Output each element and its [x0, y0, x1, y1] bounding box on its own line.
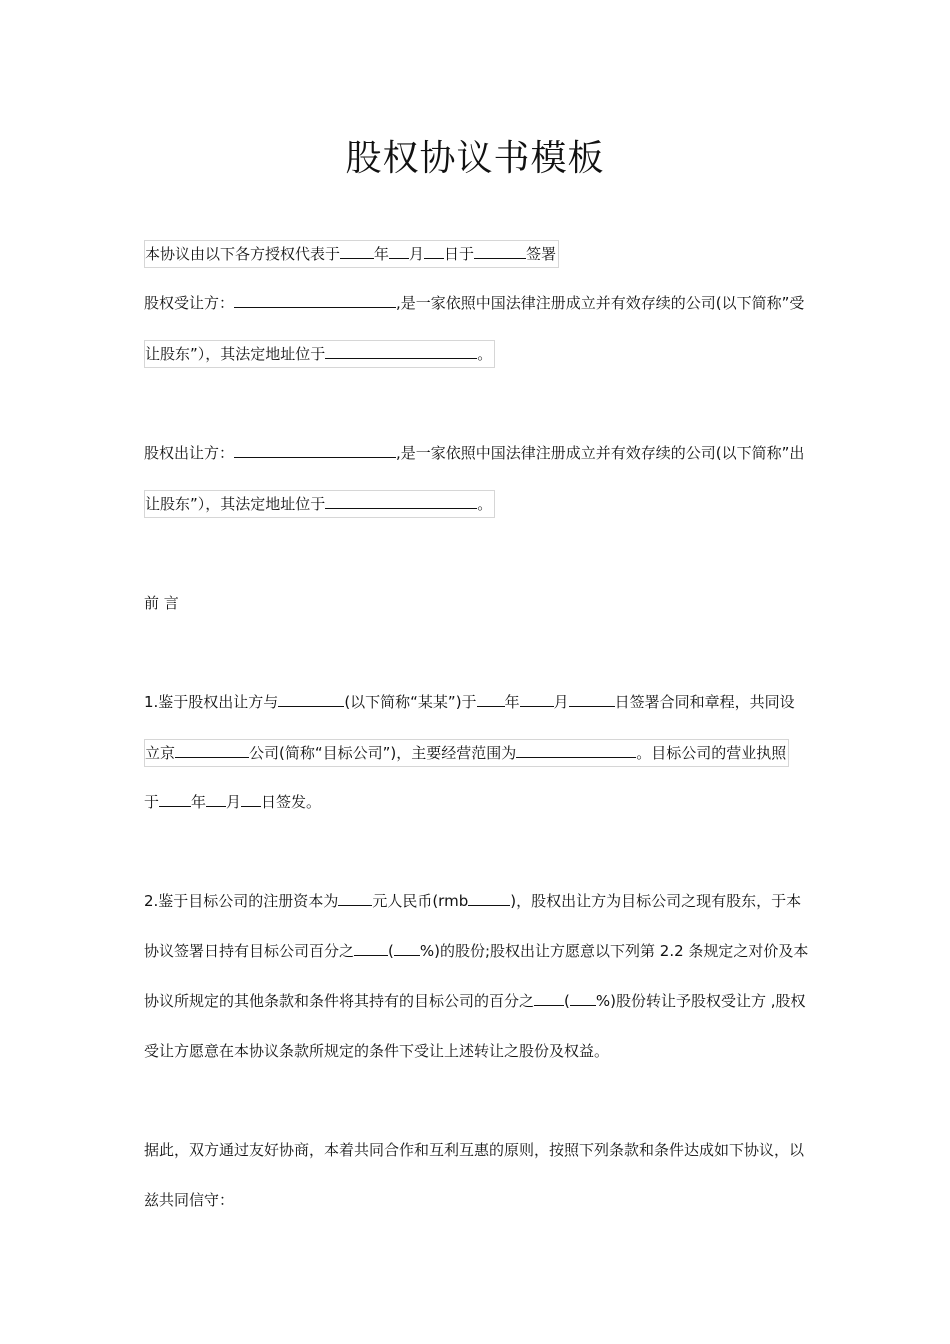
year-blank[interactable] [477, 690, 505, 707]
day-label: 日于 [444, 245, 475, 263]
percent-words-blank[interactable] [354, 939, 388, 956]
place-blank[interactable] [474, 242, 526, 259]
day-blank[interactable] [424, 242, 444, 259]
p2-line-1 [144, 888, 801, 914]
p2-line-3 [144, 988, 806, 1014]
month-label: 月 [409, 245, 425, 263]
p1-text: 立京 [145, 744, 176, 762]
month-blank[interactable] [206, 790, 226, 807]
p2-line-2 [144, 938, 808, 964]
p2-text: 协议签署日持有目标公司百分之 [144, 942, 355, 960]
month-blank[interactable] [520, 690, 554, 707]
transferee-desc: ,是一家依照中国法律注册成立并有效存续的公司(以下简称”受 [396, 294, 805, 312]
p2-text: ( [388, 942, 394, 960]
transferee-address-blank[interactable] [325, 342, 477, 359]
p1-text: 公司(简称“目标公司”)，主要经营范围为 [249, 744, 517, 762]
p2-text: %)股份转让予股权受让方 ,股权 [595, 992, 806, 1010]
transferor-name-blank[interactable] [234, 441, 396, 458]
p2-text: )，股权出让方为目标公司之现有股东，于本 [510, 892, 802, 910]
p2-text: ( [564, 992, 570, 1010]
transferee-line-1 [144, 290, 804, 316]
transferor-line-1 [144, 440, 804, 466]
p2-text: 元人民币(rmb [372, 892, 469, 910]
percent-words-blank[interactable] [534, 989, 564, 1006]
day-blank[interactable] [241, 790, 261, 807]
p1-line-3 [144, 789, 321, 815]
month-blank[interactable] [389, 242, 409, 259]
percent-number-blank[interactable] [570, 989, 596, 1006]
year-blank[interactable] [159, 790, 191, 807]
percent-number-blank[interactable] [394, 939, 420, 956]
p1-text: 1.鉴于股权出让方与 [144, 693, 279, 711]
p1-text: 。目标公司的营业执照 [636, 744, 787, 762]
transferor-address-blank[interactable] [325, 492, 477, 509]
year-blank[interactable] [340, 242, 374, 259]
p1-line-1 [144, 689, 795, 715]
transferor-address-label: 让股东”），其法定地址位于 [145, 495, 326, 513]
p3-line-1: 据此，双方通过友好协商，本着共同合作和互利互惠的原则，按照下列条款和条件达成如下协议，以 [144, 1141, 805, 1159]
company-blank[interactable] [175, 741, 249, 758]
day-blank[interactable] [569, 690, 615, 707]
transferor-line-2 [144, 490, 495, 518]
transferor-label: 股权出让方： [144, 444, 235, 462]
transferee-line-2 [144, 340, 495, 368]
scope-blank[interactable] [516, 741, 636, 758]
p1-text: 年 [504, 693, 520, 711]
transferee-end: 。 [477, 345, 493, 363]
year-label: 年 [374, 245, 390, 263]
p2-line-4: 受让方愿意在本协议条款所规定的条件下受让上述转让之股份及权益。 [144, 1042, 610, 1060]
preface-heading: 前 言 [144, 594, 179, 612]
p1-text: 日签发。 [261, 793, 322, 811]
document-title: 股权协议书模板 [345, 138, 605, 179]
rmb-blank[interactable] [468, 889, 510, 906]
partner-blank[interactable] [278, 690, 344, 707]
p1-text: 日签署合同和章程，共同设 [614, 693, 795, 711]
transferor-end: 。 [477, 495, 493, 513]
signing-text: 本协议由以下各方授权代表于 [145, 245, 341, 263]
p2-text: %)的股份;股权出让方愿意以下列第 2.2 条规定之对价及本 [419, 942, 809, 960]
p1-text: 年 [191, 793, 207, 811]
p1-line-2 [144, 739, 789, 767]
p1-text: 月 [553, 693, 569, 711]
p3-line-2: 兹共同信守： [144, 1191, 235, 1209]
p1-text: 月 [226, 793, 242, 811]
p1-text: (以下简称“某某”)于 [344, 693, 477, 711]
transferee-name-blank[interactable] [234, 291, 396, 308]
capital-blank[interactable] [338, 889, 372, 906]
transferee-address-label: 让股东”），其法定地址位于 [145, 345, 326, 363]
p2-text: 2.鉴于目标公司的注册资本为 [144, 892, 339, 910]
p2-text: 协议所规定的其他条款和条件将其持有的目标公司的百分之 [144, 992, 535, 1010]
p1-text: 于 [144, 793, 160, 811]
signing-end: 签署 [526, 245, 557, 263]
transferee-label: 股权受让方： [144, 294, 235, 312]
signing-line [144, 240, 559, 268]
transferor-desc: ,是一家依照中国法律注册成立并有效存续的公司(以下简称”出 [396, 444, 805, 462]
